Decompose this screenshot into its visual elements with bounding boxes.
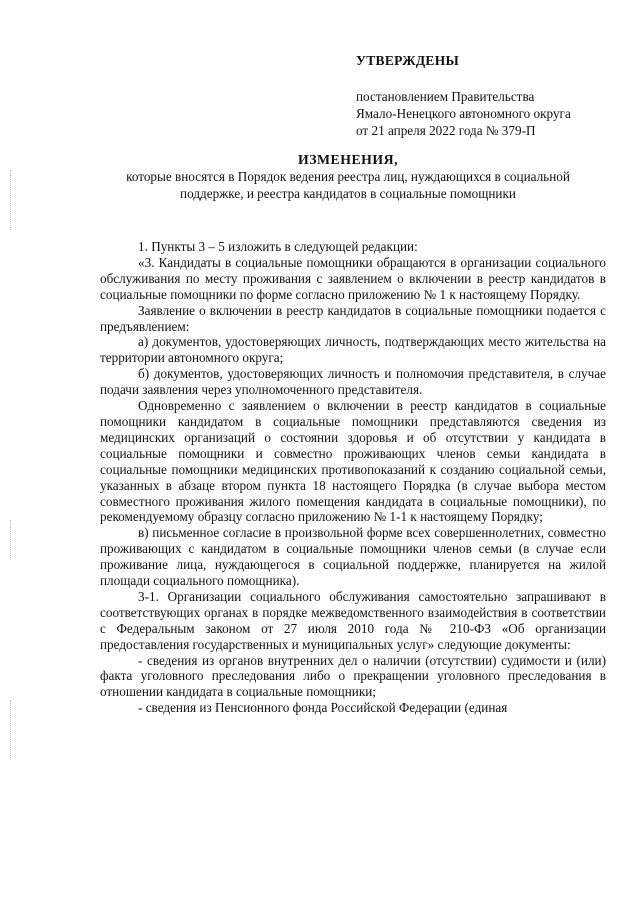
paragraph: в) письменное согласие в произвольной форме всех совершеннолетних, совместно проживающих с кандидатом в социальные помощники членов семьи (в случае если проживание лица, нуждающегося в социальной поддержке, планируется на жилой площади социального помощника).: [100, 525, 606, 589]
paragraph: - сведения из Пенсионного фонда Российской Федерации (единая: [138, 700, 508, 716]
scan-margin-marks: [10, 700, 12, 760]
approval-stamp: [356, 52, 626, 139]
scan-margin-marks: [10, 520, 12, 560]
scan-margin-marks: [10, 170, 12, 230]
paragraph: 1. Пункты 3 – 5 изложить в следующей редакции:: [138, 239, 418, 254]
approval-line: постановлением Правительства: [356, 89, 535, 104]
paragraph: «3. Кандидаты в социальные помощники обращаются в организации социального обслуживания по месту проживания с заявлением о включении в реестр кандидатов в социальные помощники по форме согласно приложению № 1 к настоящему Порядку.: [100, 254, 606, 302]
paragraph: Заявление о включении в реестр кандидатов в социальные помощники подается с предъявлением:: [100, 302, 606, 334]
document-header: [100, 151, 596, 202]
paragraph: Одновременно с заявлением о включении в реестр кандидатов в социальные помощники кандидатом в социальные помощники представляются сведения из медицинских организаций о состоянии здоровья и об отсутствии у кандидата в социальные помощники и совместно проживающих членов семьи кандидата в социальные помощники медицинских противопоказаний к созданию социальной семьи, указанных в абзаце втором пункта 18 настоящего Порядка (в случае выбора местом совместного проживания жилого помещения кандидата в социальные помощники), по рекомендуемому образцу согласно приложению № 1-1 к настоящему Порядку;: [100, 398, 606, 525]
document-subtitle: которые вносятся в Порядок ведения реестра лиц, нуждающихся в социальной поддержке, и реестра кандидатов в социальные помощники: [126, 169, 570, 201]
document-title: ИЗМЕНЕНИЯ,: [297, 152, 399, 167]
paragraph: - сведения из органов внутренних дел о наличии (отсутствии) судимости и (или) факта уголовного преследования либо о прекращении уголовного преследования в отношении кандидата в социальные помощники;: [100, 652, 606, 700]
paragraph: а) документов, удостоверяющих личность, подтверждающих место жительства на территории автономного округа;: [100, 334, 606, 366]
approval-line: Ямало-Ненецкого автономного округа: [356, 106, 571, 121]
approval-line: от 21 апреля 2022 года № 379-П: [356, 123, 536, 138]
paragraph: б) документов, удостоверяющих личность и полномочия представителя, в случае подачи заявления через уполномоченного представителя.: [100, 366, 606, 398]
approval-heading: УТВЕРЖДЕНЫ: [356, 53, 460, 68]
paragraph: 3-1. Организации социального обслуживания самостоятельно запрашивают в соответствующих органах в порядке межведомственного взаимодействия в соответствии с Федеральным законом от 27 июля 2010 года № 210-ФЗ «Об организации предоставления государственных и муниципальных услуг» следующие документы:: [100, 588, 606, 652]
document-body: [100, 239, 606, 716]
